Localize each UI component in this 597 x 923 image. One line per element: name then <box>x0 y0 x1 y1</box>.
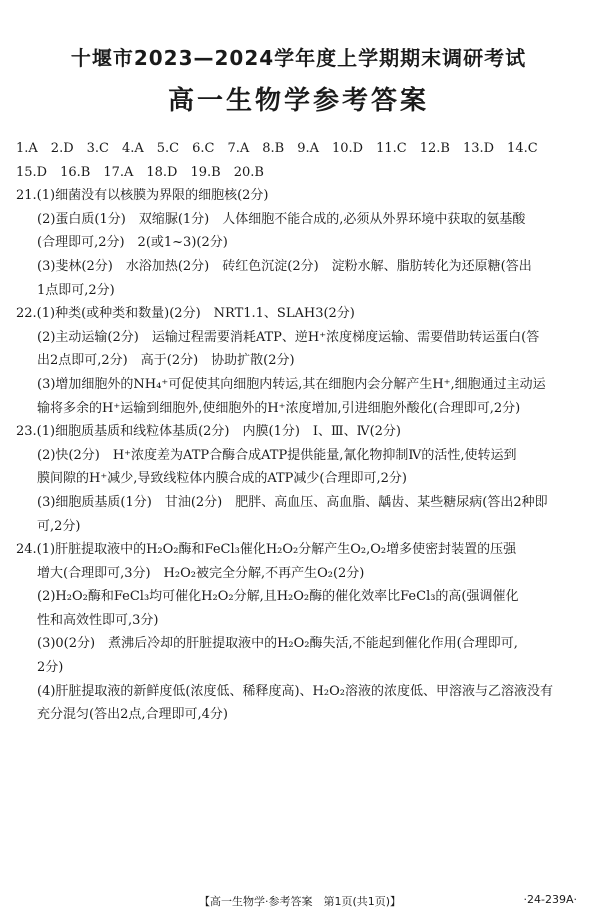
footer-page-info: 【高一生物学·参考答案 第1页(共1页)】 <box>198 895 402 908</box>
answer-line: 充分混匀(答出2点,合理即可,4分) <box>37 707 228 723</box>
answer-line: (3)0(2分) 煮沸后冷却的肝脏提取液中的H₂O₂酶失活,不能起到催化作用(合理即可, <box>37 636 518 652</box>
answer-line: 膜间隙的H⁺减少,导致线粒体内膜合成的ATP减少(合理即可,2分) <box>37 471 407 487</box>
answer-line: (3)斐林(2分) 水浴加热(2分) 砖红色沉淀(2分) 淀粉水解、脂肪转化为还原糖(答出 <box>37 258 532 274</box>
answer-line: 24.(1)肝脏提取液中的H₂O₂酶和FeCl₃催化H₂O₂分解产生O₂,O₂增多使密封装置的压强 <box>16 542 517 558</box>
footer-doc-code: ·24-239A· <box>523 893 577 906</box>
answer-line: 21.(1)细菌没有以核膜为界限的细胞核(2分) <box>16 188 269 204</box>
answer-line: 2分) <box>37 660 64 676</box>
answer-line: 23.(1)细胞质基质和线粒体基质(2分) 内膜(1分) Ⅰ、Ⅲ、Ⅳ(2分) <box>16 424 401 440</box>
answer-line: 出2点即可,2分) 高于(2分) 协助扩散(2分) <box>37 353 295 369</box>
answer-line: 1点即可,2分) <box>37 282 115 298</box>
answer-line: 可,2分) <box>37 518 81 534</box>
answer-line: 输将多余的H⁺运输到细胞外,使细胞外的H⁺浓度增加,引进细胞外酸化(合理即可,2分) <box>37 400 521 416</box>
answer-line: 22.(1)种类(或种类和数量)(2分) NRT1.1、SLAH3(2分) <box>16 306 355 322</box>
answer-line: (3)增加细胞外的NH₄⁺可促使其向细胞内转运,其在细胞内会分解产生H⁺,细胞通过主动运 <box>37 376 546 392</box>
exam-title: 十堰市2023—2024学年度上学期期末调研考试 <box>70 46 527 70</box>
answer-line: (合理即可,2分) 2(或1~3)(2分) <box>37 235 228 251</box>
answer-line: 性和高效性即可,3分) <box>37 612 159 628</box>
answer-line: 1.A 2.D 3.C 4.A 5.C 6.C 7.A 8.B 9.A 10.D 11.C 12.B 13.D 14.C <box>16 141 538 156</box>
answer-line: (3)细胞质基质(1分) 甘油(2分) 肥胖、高血压、高血脂、龋齿、某些糖尿病(答出2种即 <box>37 494 548 510</box>
answer-line: 增大(合理即可,3分) H₂O₂被完全分解,不再产生O₂(2分) <box>37 565 365 581</box>
answer-line: (2)快(2分) H⁺浓度差为ATP合酶合成ATP提供能量,氰化物抑制Ⅳ的活性,使转运到 <box>37 447 517 463</box>
answer-line: (2)蛋白质(1分) 双缩脲(1分) 人体细胞不能合成的,必须从外界环境中获取的氨基酸 <box>37 211 526 227</box>
answer-body <box>16 137 582 727</box>
answer-line: (2)主动运输(2分) 运输过程需要消耗ATP、逆H⁺浓度梯度运输、需要借助转运蛋白(答 <box>37 329 540 345</box>
answer-line: (2)H₂O₂酶和FeCl₃均可催化H₂O₂分解,且H₂O₂酶的催化效率比FeCl₃的高(强调催化 <box>37 589 519 605</box>
answer-line: 15.D 16.B 17.A 18.D 19.B 20.B <box>16 164 264 180</box>
answer-key-title: 高一生物学参考答案 <box>167 86 429 116</box>
answer-line: (4)肝脏提取液的新鲜度低(浓度低、稀释度高)、H₂O₂溶液的浓度低、甲溶液与乙溶液没有 <box>37 683 553 699</box>
